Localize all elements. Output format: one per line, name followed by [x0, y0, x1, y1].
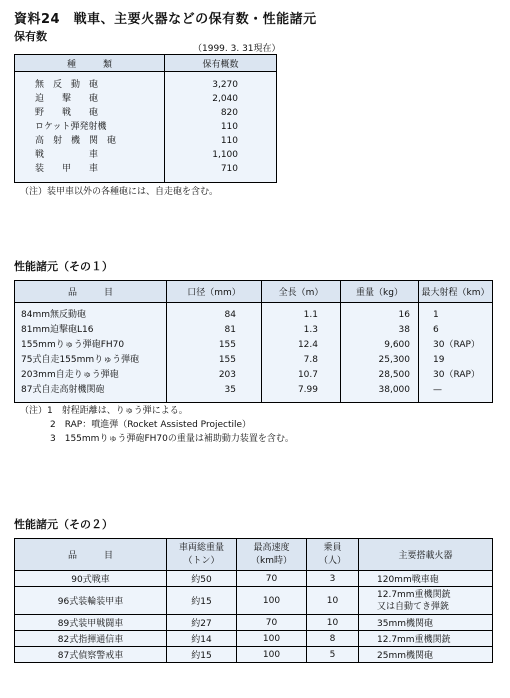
spec1-header-caliber: 口径（mm） [167, 281, 262, 303]
spec2-header-item: 品 目 [15, 539, 167, 571]
spec2-weight-4: 約15 [167, 647, 237, 663]
spec1-length-3: 7.8 [303, 355, 318, 365]
spec1-caliber-0: 84 [224, 310, 236, 320]
holdings-count-0: 3,270 [212, 80, 238, 90]
holdings-header-type: 種 類 [15, 55, 165, 72]
holdings-count-6: 710 [220, 164, 238, 174]
spec1-length-2: 12.4 [297, 340, 318, 350]
spec2-crew-0: 3 [307, 571, 359, 587]
spec1-header-range: 最大射程（km） [419, 281, 493, 303]
spec1-range-2: 30（RAP） [433, 340, 480, 350]
spec2-weight-3: 約14 [167, 631, 237, 647]
spec2-speed-2: 70 [237, 615, 307, 631]
spec1-table [14, 280, 493, 403]
spec2-heading: 性能諸元（その２） [14, 518, 113, 531]
spec2-crew-4: 5 [307, 647, 359, 663]
spec1-weight-5: 38,000 [378, 385, 410, 395]
holdings-count-5: 1,100 [212, 150, 238, 160]
spec1-col-range [419, 303, 493, 403]
spec2-speed-4: 100 [237, 647, 307, 663]
spec1-col-length [262, 303, 341, 403]
spec1-weight-2: 9,600 [384, 340, 410, 350]
spec1-note-2: 3 155mmりゅう弾砲FH70の重量は補助動力装置を含む。 [50, 434, 294, 444]
spec1-note-1: 2 RAP：噴進弾（Rocket Assisted Projectile） [50, 420, 252, 430]
spec2-weight-2: 約27 [167, 615, 237, 631]
spec2-speed-1: 100 [237, 587, 307, 615]
holdings-type-cell [15, 72, 165, 183]
spec1-col-weight [341, 303, 419, 403]
spec1-heading: 性能諸元（その１） [14, 260, 113, 273]
holdings-heading: 保有数 [14, 30, 47, 43]
spec2-armament-4: 25mm機関砲 [359, 647, 493, 663]
spec2-crew-2: 10 [307, 615, 359, 631]
spec1-item-4: 203mm自走りゅう弾砲 [21, 370, 119, 380]
spec2-armament-3: 12.7mm重機関銃 [359, 631, 493, 647]
holdings-note: （注）装甲車以外の各種砲には、自走砲を含む。 [20, 187, 219, 197]
spec1-item-1: 81mm迫撃砲L16 [21, 325, 94, 335]
spec1-caliber-2: 155 [218, 340, 236, 350]
spec2-item-0: 90式戦車 [15, 571, 167, 587]
holdings-count-4: 110 [220, 136, 238, 146]
spec2-speed-3: 100 [237, 631, 307, 647]
spec1-length-4: 10.7 [297, 370, 318, 380]
spec2-armament-1: 12.7mm重機関銃 又は自動てき弾銃 [359, 587, 493, 615]
spec1-item-3: 75式自走155mmりゅう弾砲 [21, 355, 140, 365]
spec1-caliber-4: 203 [218, 370, 236, 380]
spec2-armament-2: 35mm機関砲 [359, 615, 493, 631]
holdings-type-6: 装 甲 車 [35, 164, 99, 174]
holdings-type-1: 迫 撃 砲 [35, 94, 99, 104]
spec2-item-1: 96式装輪装甲車 [15, 587, 167, 615]
spec2-item-2: 89式装甲戦闘車 [15, 615, 167, 631]
holdings-count-3: 110 [220, 122, 238, 132]
spec1-range-0: 1 [433, 310, 439, 320]
spec2-header-armament: 主要搭載火器 [359, 539, 493, 571]
spec1-note-0: （注）1 射程距離は、りゅう弾による。 [20, 406, 188, 416]
spec1-caliber-3: 155 [218, 355, 236, 365]
holdings-count-1: 2,040 [212, 94, 238, 104]
spec1-weight-1: 38 [398, 325, 410, 335]
holdings-table [14, 54, 277, 183]
spec2-crew-1: 10 [307, 587, 359, 615]
holdings-count-cell [165, 72, 277, 183]
holdings-type-0: 無 反 動 砲 [35, 80, 99, 90]
spec1-col-item [15, 303, 167, 403]
spec1-header-weight: 重量（kg） [341, 281, 419, 303]
page-title: 資料24 戦車、主要火器などの保有数・性能諸元 [14, 12, 317, 27]
holdings-date: （1999. 3. 31現在） [193, 44, 281, 54]
spec1-range-5: — [433, 385, 442, 395]
spec1-range-1: 6 [433, 325, 439, 335]
spec2-speed-0: 70 [237, 571, 307, 587]
spec1-length-0: 1.1 [303, 310, 318, 320]
spec1-header-length: 全長（m） [262, 281, 341, 303]
holdings-type-5: 戦 車 [35, 150, 99, 160]
spec2-header-crew: 乗員 （人） [307, 539, 359, 571]
spec2-item-3: 82式指揮通信車 [15, 631, 167, 647]
spec1-item-5: 87式自走高射機関砲 [21, 385, 105, 395]
holdings-header-count: 保有概数 [165, 55, 277, 72]
spec1-weight-3: 25,300 [378, 355, 410, 365]
spec2-item-4: 87式偵察警戒車 [15, 647, 167, 663]
spec2-armament-0: 120mm戦車砲 [359, 571, 493, 587]
spec1-header-item: 品 目 [15, 281, 167, 303]
spec2-weight-0: 約50 [167, 571, 237, 587]
spec2-weight-1: 約15 [167, 587, 237, 615]
holdings-count-2: 820 [220, 108, 238, 118]
spec1-length-1: 1.3 [303, 325, 318, 335]
spec2-table [14, 538, 493, 663]
holdings-type-4: 高 射 機 関 砲 [35, 136, 117, 146]
spec1-weight-0: 16 [398, 310, 410, 320]
spec1-item-0: 84mm無反動砲 [21, 310, 86, 320]
holdings-type-3: ロケット弾発射機 [35, 122, 107, 132]
holdings-type-2: 野 戦 砲 [35, 108, 99, 118]
spec1-weight-4: 28,500 [378, 370, 410, 380]
spec1-length-5: 7.99 [297, 385, 318, 395]
spec2-header-speed: 最高速度 （km時） [237, 539, 307, 571]
spec1-range-3: 19 [433, 355, 445, 365]
spec2-crew-3: 8 [307, 631, 359, 647]
spec1-caliber-5: 35 [224, 385, 236, 395]
spec1-caliber-1: 81 [224, 325, 236, 335]
spec1-col-caliber [167, 303, 262, 403]
spec1-item-2: 155mmりゅう弾砲FH70 [21, 340, 125, 350]
spec2-header-weight: 車両総重量 （トン） [167, 539, 237, 571]
spec1-range-4: 30（RAP） [433, 370, 480, 380]
